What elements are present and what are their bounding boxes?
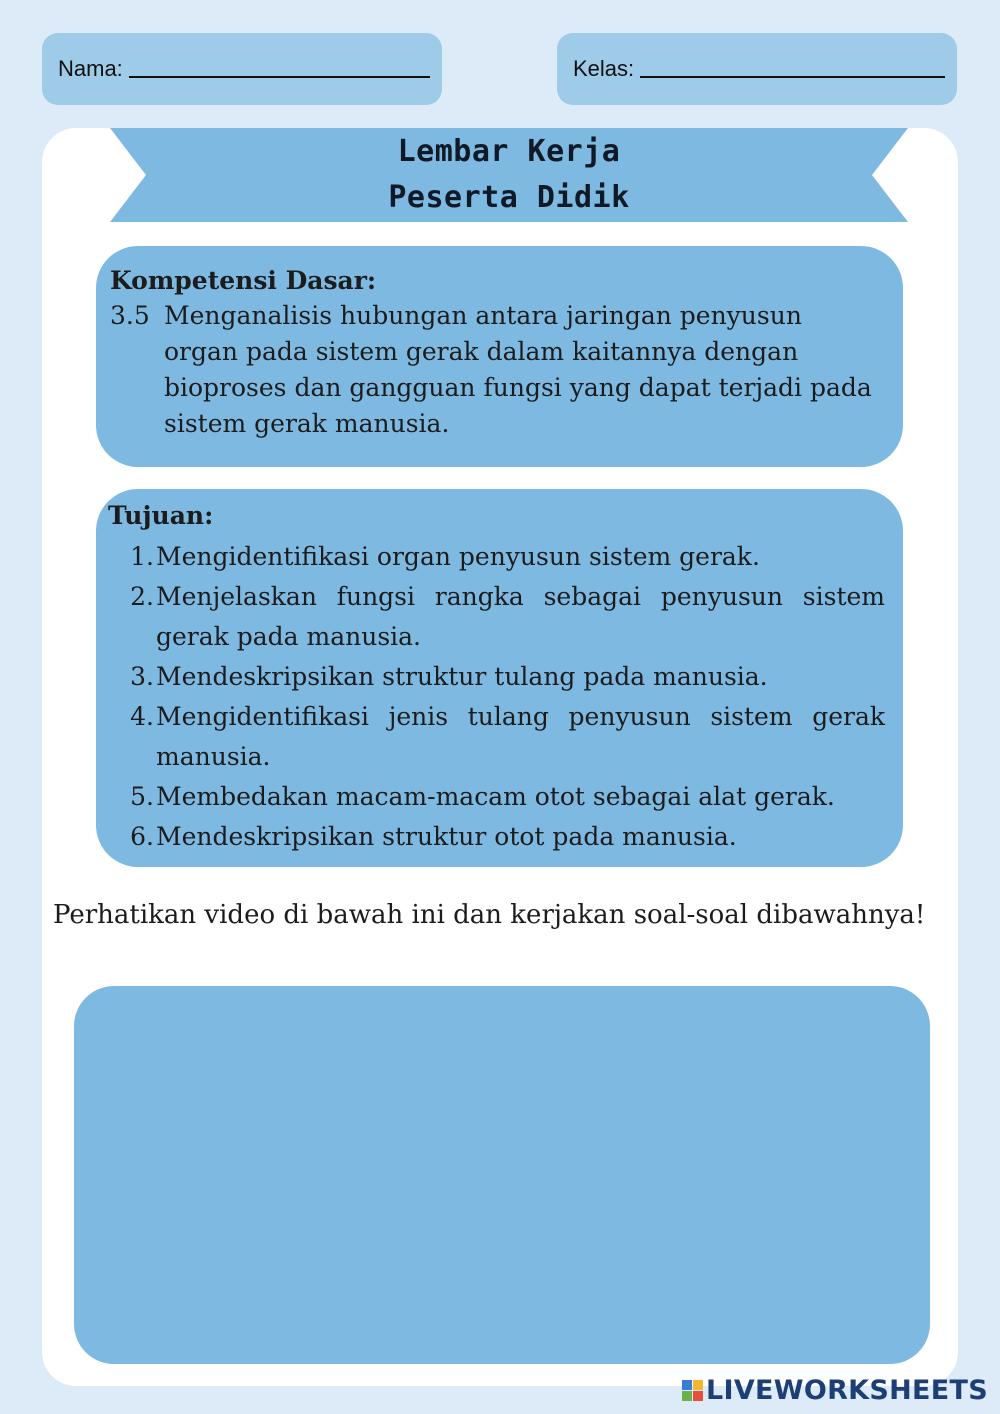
kompetensi-number: 3.5	[110, 301, 150, 330]
class-label: Kelas:	[573, 56, 635, 81]
tujuan-panel	[96, 489, 903, 867]
instruction-text: Perhatikan video di bawah ini dan kerjakan soal-soal dibawahnya!	[53, 900, 926, 930]
name-input-line[interactable]	[129, 76, 430, 78]
item-text: Menjelaskan fungsi rangka sebagai penyusun sistem gerak pada manusia.	[156, 582, 885, 651]
item-text: Membedakan macam-macam otot sebagai alat gerak.	[156, 782, 835, 811]
kompetensi-heading: Kompetensi Dasar:	[110, 266, 377, 295]
list-item	[108, 697, 885, 777]
list-item	[108, 657, 885, 697]
kompetensi-dasar-panel	[96, 246, 903, 467]
tujuan-list	[108, 537, 885, 857]
list-item	[108, 817, 885, 857]
item-number: 6.	[130, 822, 154, 851]
list-item	[108, 777, 885, 817]
item-number: 3.	[130, 662, 154, 691]
list-item	[108, 537, 885, 577]
item-text: Mendeskripsikan struktur otot pada manusia.	[156, 822, 737, 851]
name-field[interactable]	[42, 33, 442, 105]
title-line-1: Lembar Kerja	[397, 134, 621, 169]
item-number: 5.	[130, 782, 154, 811]
page-title	[110, 128, 908, 222]
kompetensi-item	[110, 298, 873, 442]
list-item	[108, 577, 885, 657]
brand-name: LIVEWORKSHEETS	[705, 1374, 988, 1406]
item-text: Mengidentifikasi organ penyusun sistem gerak.	[156, 542, 760, 571]
class-field[interactable]	[557, 33, 957, 105]
item-number: 1.	[130, 542, 154, 571]
item-number: 2.	[130, 582, 154, 611]
liveworksheets-logo-icon	[682, 1380, 703, 1401]
class-input-line[interactable]	[640, 76, 945, 78]
title-ribbon	[110, 128, 908, 222]
item-text: Mendeskripsikan struktur tulang pada manusia.	[156, 662, 768, 691]
item-text: Mengidentifikasi jenis tulang penyusun sistem gerak manusia.	[156, 702, 885, 771]
title-line-2: Peserta Didik	[388, 180, 630, 215]
video-placeholder[interactable]	[74, 986, 930, 1364]
kompetensi-text: Menganalisis hubungan antara jaringan penyusun organ pada sistem gerak dalam kaitannya dengan bioproses dan gangguan fungsi yang dapat terjadi pada sistem gerak manusia.	[164, 301, 872, 438]
name-label: Nama:	[58, 56, 123, 81]
tujuan-heading: Tujuan:	[108, 501, 214, 530]
item-number: 4.	[130, 702, 154, 731]
liveworksheets-brand[interactable]	[682, 1373, 988, 1407]
